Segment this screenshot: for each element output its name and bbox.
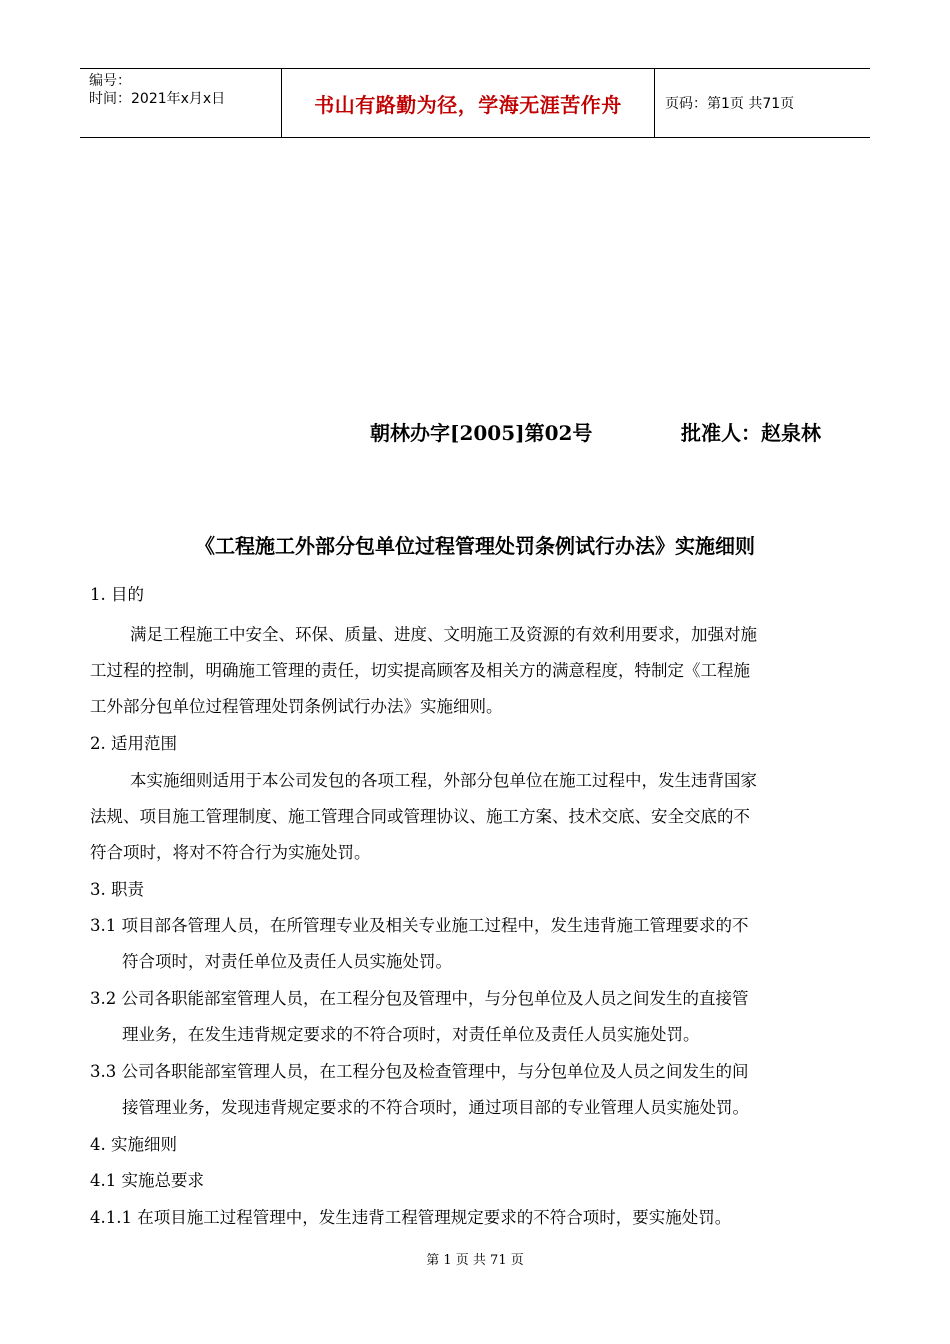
approver: 批准人：赵泉林 [681, 421, 821, 445]
doc-number: 朝林办字[2005]第02号 [370, 421, 593, 445]
number-label: 编号： [89, 73, 131, 89]
paragraph-line: 工外部分包单位过程管理处罚条例试行办法》实施细则。 [90, 697, 503, 716]
section-heading: 4. 实施细则 [90, 1135, 177, 1154]
page-footer: 第 1 页 共 71 页 [426, 1253, 524, 1268]
section-heading: 1. 目的 [90, 585, 144, 604]
header-page-info: 页码：第1页 共71页 [665, 96, 795, 112]
paragraph-line: 本实施细则适用于本公司发包的各项工程，外部分包单位在施工过程中，发生违背国家 [130, 771, 757, 790]
header-meta-cell [80, 69, 282, 137]
header-table [80, 68, 870, 138]
paragraph-line: 3.2 公司各职能部室管理人员，在工程分包及管理中，与分包单位及人员之间发生的直接管 [90, 989, 749, 1008]
paragraph-line: 符合项时，将对不符合行为实施处罚。 [90, 843, 371, 862]
section-heading: 3. 职责 [90, 880, 144, 899]
paragraph-line: 4.1.1 在项目施工过程管理中，发生违背工程管理规定要求的不符合项时，要实施处罚。 [90, 1208, 732, 1227]
paragraph-line: 3.1 项目部各管理人员，在所管理专业及相关专业施工过程中，发生违背施工管理要求的不 [90, 916, 749, 935]
document-title: 《工程施工外部分包单位过程管理处罚条例试行办法》实施细则 [195, 534, 755, 558]
subsection-heading: 4.1 实施总要求 [90, 1171, 204, 1190]
paragraph-line: 满足工程施工中安全、环保、质量、进度、文明施工及资源的有效利用要求，加强对施 [130, 625, 757, 644]
paragraph-line: 理业务，在发生违背规定要求的不符合项时，对责任单位及责任人员实施处罚。 [122, 1025, 700, 1044]
paragraph-line: 接管理业务，发现违背规定要求的不符合项时，通过项目部的专业管理人员实施处罚。 [122, 1098, 749, 1117]
time-label: 时间：2021年x月x日 [89, 91, 226, 107]
paragraph-line: 符合项时，对责任单位及责任人员实施处罚。 [122, 952, 452, 971]
paragraph-line: 法规、项目施工管理制度、施工管理合同或管理协议、施工方案、技术交底、安全交底的不 [90, 807, 750, 826]
header-motto: 书山有路勤为径，学海无涯苦作舟 [282, 69, 655, 137]
section-heading: 2. 适用范围 [90, 734, 177, 753]
paragraph-line: 工过程的控制，明确施工管理的责任，切实提高顾客及相关方的满意程度，特制定《工程施 [90, 661, 750, 680]
paragraph-line: 3.3 公司各职能部室管理人员，在工程分包及检查管理中，与分包单位及人员之间发生的间 [90, 1062, 749, 1081]
